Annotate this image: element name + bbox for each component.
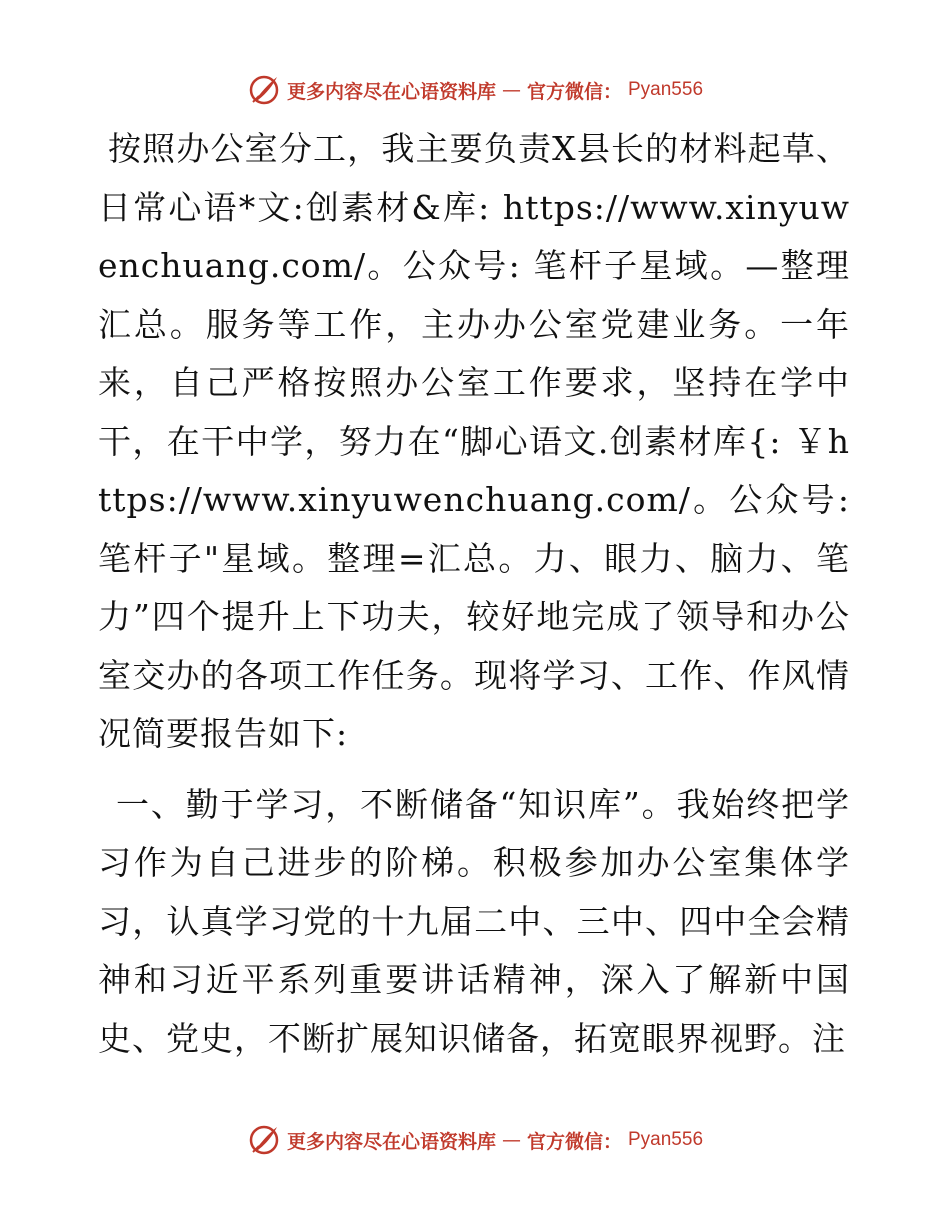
document-body	[98, 120, 850, 1068]
watermark-dash: —	[501, 79, 521, 101]
watermark-wechat-label: 官方微信：	[526, 1130, 622, 1153]
watermark-text: 更多内容尽在心语资料库	[286, 1130, 496, 1153]
watermark-wechat-label: 官方微信：	[526, 80, 622, 103]
watermark-wechat-id: Pyan556	[628, 79, 704, 100]
watermark-wechat-id: Pyan556	[628, 1129, 704, 1150]
feather-pen-logo-icon	[247, 73, 281, 107]
footer-watermark	[0, 1120, 950, 1160]
header-watermark	[0, 70, 950, 110]
feather-pen-logo-icon	[247, 1123, 281, 1157]
paragraph-intro: 按照办公室分工，我主要负责X县长的材料起草、日常心语*文:创素材&库: https://www.xinyuwenchuang.com/。公众号: 笔杆子星域。—整理汇总。服务等工作，主办办公室党建业务。一年来，自己严格按照办公室工作要求，坚持在学中干，在干中学，努力在“脚心语文.创素材库{: ￥https://www.xinyuwenchuang.com/。公众号: 笔杆子"星域。整理=汇总。力、眼力、脑力、笔力”四个提升上下功夫，较好地完成了领导和办公室交办的各项工作任务。现将学习、工作、作风情况简要报告如下:	[98, 129, 850, 753]
watermark-dash: —	[501, 1129, 521, 1151]
watermark-text: 更多内容尽在心语资料库	[286, 80, 496, 103]
paragraph-section-one: 一、勤于学习，不断储备“知识库”。我始终把学习作为自己进步的阶梯。积极参加办公室集体学习，认真学习党的十九届二中、三中、四中全会精神和习近平系列重要讲话精神，深入了解新中国史、党史，不断扩展知识储备，拓宽眼界视野。注	[98, 784, 850, 1058]
